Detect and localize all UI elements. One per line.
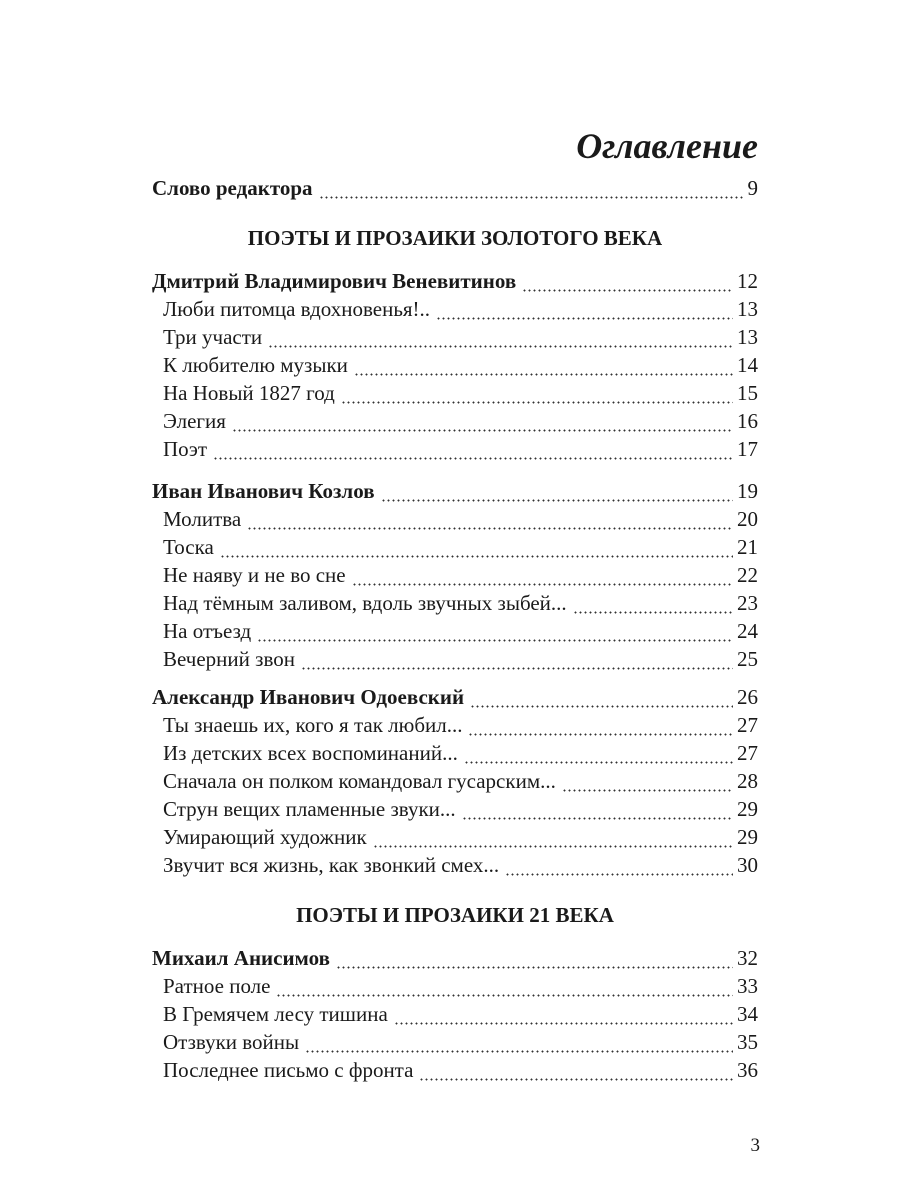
toc-entry-work[interactable] xyxy=(163,1029,758,1056)
entry-page: 35 xyxy=(737,1030,758,1054)
entry-page: 14 xyxy=(737,353,758,377)
entry-title: Дмитрий Владимирович Веневитинов xyxy=(152,269,517,293)
entry-title: Не наяву и не во сне xyxy=(163,563,346,587)
entry-title: Тоска xyxy=(163,535,214,559)
toc-entry-work[interactable] xyxy=(163,1001,758,1028)
dot-leader xyxy=(213,457,733,460)
toc-entry-work[interactable] xyxy=(163,852,758,879)
entry-page: 17 xyxy=(737,437,758,461)
dot-leader xyxy=(373,845,733,848)
toc-title: Оглавление xyxy=(576,126,758,166)
entry-page: 22 xyxy=(737,563,758,587)
dot-leader xyxy=(354,373,733,376)
dot-leader xyxy=(247,527,733,530)
dot-leader xyxy=(232,429,733,432)
toc-entry-work[interactable] xyxy=(163,506,758,533)
entry-title: Три участи xyxy=(163,325,263,349)
section-heading: ПОЭТЫ И ПРОЗАИКИ ЗОЛОТОГО ВЕКА xyxy=(247,226,663,250)
entry-title: Элегия xyxy=(163,409,226,433)
dot-leader xyxy=(352,583,733,586)
toc-entry-work[interactable] xyxy=(163,352,758,379)
entry-page: 24 xyxy=(737,619,758,643)
toc-entry-work[interactable] xyxy=(163,712,758,739)
toc-entry-work[interactable] xyxy=(163,436,758,463)
entry-page: 27 xyxy=(737,741,758,765)
entry-page: 27 xyxy=(737,713,758,737)
toc-entry-work[interactable] xyxy=(163,1057,758,1084)
toc-entry-editor-word[interactable] xyxy=(152,175,758,202)
dot-leader xyxy=(257,639,733,642)
entry-title: Над тёмным заливом, вдоль звучных зыбей... xyxy=(163,591,567,615)
entry-page: 19 xyxy=(737,479,758,503)
entry-page: 26 xyxy=(737,685,758,709)
entry-title: Молитва xyxy=(163,507,242,531)
dot-leader xyxy=(305,1050,733,1053)
entry-title: Струн вещих пламенные звуки... xyxy=(163,797,456,821)
toc-entry-author[interactable] xyxy=(152,684,758,711)
toc-entry-work[interactable] xyxy=(163,590,758,617)
toc-entry-work[interactable] xyxy=(163,618,758,645)
page-number: 3 xyxy=(750,1135,760,1156)
entry-title: Последнее письмо с фронта xyxy=(163,1058,414,1082)
toc-entry-work[interactable] xyxy=(163,646,758,673)
entry-title: Александр Иванович Одоевский xyxy=(152,685,465,709)
toc-entry-author[interactable] xyxy=(152,945,758,972)
toc-entry-work[interactable] xyxy=(163,408,758,435)
entry-page: 20 xyxy=(737,507,758,531)
entry-page: 36 xyxy=(737,1058,758,1082)
entry-title: Сначала он полком командовал гусарским... xyxy=(163,769,556,793)
entry-page: 30 xyxy=(737,853,758,877)
toc-entry-work[interactable] xyxy=(163,973,758,1000)
dot-leader xyxy=(341,401,733,404)
toc-entry-author[interactable] xyxy=(152,268,758,295)
dot-leader xyxy=(470,705,733,708)
dot-leader xyxy=(464,761,733,764)
entry-title: Ты знаешь их, кого я так любил... xyxy=(163,713,463,737)
toc-entry-work[interactable] xyxy=(163,534,758,561)
entry-page: 13 xyxy=(737,297,758,321)
dot-leader xyxy=(301,667,733,670)
entry-page: 29 xyxy=(737,825,758,849)
entry-title: Вечерний звон xyxy=(163,647,295,671)
entry-title: Иван Иванович Козлов xyxy=(152,479,375,503)
entry-title: Ратное поле xyxy=(163,974,271,998)
entry-page: 33 xyxy=(737,974,758,998)
dot-leader xyxy=(268,345,733,348)
entry-title: На Новый 1827 год xyxy=(163,381,335,405)
dot-leader xyxy=(522,289,733,292)
entry-page: 12 xyxy=(737,269,758,293)
entry-page: 16 xyxy=(737,409,758,433)
entry-title: Отзвуки войны xyxy=(163,1030,300,1054)
entry-title: Михаил Анисимов xyxy=(152,946,330,970)
toc-entry-work[interactable] xyxy=(163,380,758,407)
dot-leader xyxy=(573,611,733,614)
entry-title: На отъезд xyxy=(163,619,252,643)
toc-entry-work[interactable] xyxy=(163,296,758,323)
dot-leader xyxy=(505,873,733,876)
entry-page: 15 xyxy=(737,381,758,405)
entry-page: 13 xyxy=(737,325,758,349)
dot-leader xyxy=(220,555,733,558)
entry-title: Слово редактора xyxy=(152,176,313,200)
toc-entry-work[interactable] xyxy=(163,796,758,823)
dot-leader xyxy=(276,994,733,997)
toc-entry-work[interactable] xyxy=(163,562,758,589)
toc-entry-work[interactable] xyxy=(163,740,758,767)
entry-title: Люби питомца вдохновенья!.. xyxy=(163,297,431,321)
toc-entry-work[interactable] xyxy=(163,324,758,351)
dot-leader xyxy=(381,499,733,502)
toc-entry-work[interactable] xyxy=(163,768,758,795)
entry-page: 23 xyxy=(737,591,758,615)
entry-page: 34 xyxy=(737,1002,758,1026)
entry-title: Звучит вся жизнь, как звонкий смех... xyxy=(163,853,500,877)
dot-leader xyxy=(336,966,733,969)
entry-title: В Гремячем лесу тишина xyxy=(163,1002,388,1026)
dot-leader xyxy=(468,733,733,736)
dot-leader xyxy=(419,1078,733,1081)
entry-title: К любителю музыки xyxy=(163,353,348,377)
entry-page: 28 xyxy=(737,769,758,793)
dot-leader xyxy=(436,317,733,320)
dot-leader xyxy=(562,789,733,792)
entry-title: Поэт xyxy=(163,437,208,461)
entry-page: 32 xyxy=(737,946,758,970)
entry-page: 9 xyxy=(747,176,758,200)
section-heading: ПОЭТЫ И ПРОЗАИКИ 21 ВЕКА xyxy=(296,903,614,927)
dot-leader xyxy=(462,817,733,820)
entry-title: Умирающий художник xyxy=(163,825,367,849)
dot-leader xyxy=(394,1022,733,1025)
entry-page: 21 xyxy=(737,535,758,559)
dot-leader xyxy=(319,196,744,199)
entry-page: 25 xyxy=(737,647,758,671)
entry-title: Из детских всех воспоминаний... xyxy=(163,741,458,765)
toc-entry-work[interactable] xyxy=(163,824,758,851)
toc-entry-author[interactable] xyxy=(152,478,758,505)
entry-page: 29 xyxy=(737,797,758,821)
